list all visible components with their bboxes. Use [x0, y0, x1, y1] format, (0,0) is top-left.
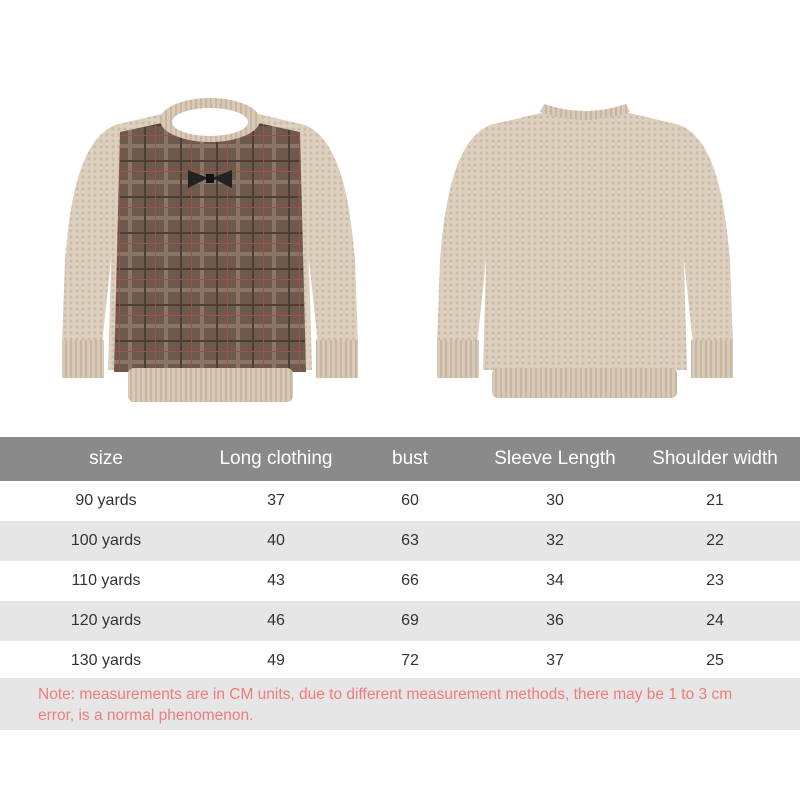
table-cell: 37 [480, 641, 630, 681]
table-cell: 49 [212, 641, 340, 681]
table-cell: 66 [340, 561, 480, 601]
table-cell: 120 yards [0, 601, 212, 641]
table-row [0, 521, 800, 561]
table-row [0, 641, 800, 681]
measurement-note: Note: measurements are in CM units, due to different measurement methods, there may be 1 to 3 cm error, is a normal phenomenon. [0, 678, 800, 730]
table-cell: 32 [480, 521, 630, 561]
table-cell: 24 [630, 601, 800, 641]
table-cell: 25 [630, 641, 800, 681]
table-row [0, 561, 800, 601]
table-cell: 63 [340, 521, 480, 561]
table-cell: 40 [212, 521, 340, 561]
table-cell: 43 [212, 561, 340, 601]
table-cell: 72 [340, 641, 480, 681]
table-cell: 69 [340, 601, 480, 641]
header-sleeve-length: Sleeve Length [480, 437, 630, 481]
header-bust: bust [340, 437, 480, 481]
size-chart-table [0, 437, 800, 681]
table-row [0, 481, 800, 521]
table-cell: 30 [480, 481, 630, 521]
table-cell: 60 [340, 481, 480, 521]
table-cell: 90 yards [0, 481, 212, 521]
table-cell: 110 yards [0, 561, 212, 601]
table-cell: 130 yards [0, 641, 212, 681]
table-cell: 34 [480, 561, 630, 601]
sweater-back-image [400, 0, 780, 420]
table-header-row [0, 437, 800, 481]
table-cell: 37 [212, 481, 340, 521]
header-shoulder-width: Shoulder width [630, 437, 800, 481]
table-cell: 46 [212, 601, 340, 641]
sweater-front-image [20, 0, 400, 420]
table-cell: 23 [630, 561, 800, 601]
header-long-clothing: Long clothing [212, 437, 340, 481]
table-row [0, 601, 800, 641]
table-cell: 100 yards [0, 521, 212, 561]
table-cell: 21 [630, 481, 800, 521]
table-cell: 22 [630, 521, 800, 561]
header-size: size [0, 437, 212, 481]
table-cell: 36 [480, 601, 630, 641]
